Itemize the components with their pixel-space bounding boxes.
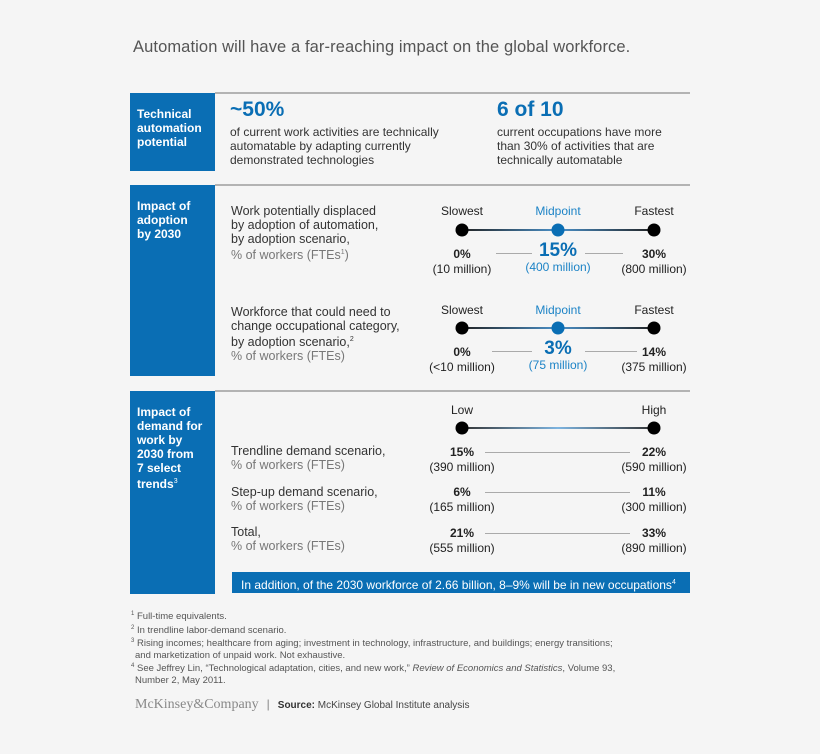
footnote-number: 4 — [131, 663, 135, 670]
dot-slowest — [456, 224, 469, 237]
pct: 15% — [449, 445, 475, 459]
label-line: Trendline demand scenario, — [231, 444, 386, 458]
value-high — [621, 526, 686, 556]
abs: (75 million) — [528, 358, 588, 372]
abs: (10 million) — [432, 262, 492, 276]
demand-track — [462, 427, 654, 429]
unit-text: % of workers (FTEs — [231, 248, 341, 263]
pct: 21% — [449, 526, 475, 540]
footnote-ref: 3 — [173, 478, 178, 485]
pct: 0% — [453, 345, 471, 359]
label-line: Total, — [231, 525, 261, 539]
footnote-continuation: Number 2, May 2011. — [135, 675, 226, 687]
desc-line: current occupations have more — [497, 125, 662, 139]
header-fastest: Fastest — [634, 204, 674, 218]
value-fastest — [621, 247, 686, 277]
side-label-line: Impact of — [137, 405, 191, 419]
footnotes — [131, 609, 691, 687]
section-label-impact-adoption — [130, 185, 215, 376]
footnote-3 — [131, 636, 691, 650]
footnote-ref: 4 — [671, 579, 676, 586]
source-label: Source: — [277, 700, 316, 711]
pct: 14% — [641, 345, 667, 359]
side-label-line — [137, 475, 215, 491]
dot-fastest — [648, 224, 661, 237]
value-connector — [585, 253, 623, 254]
value-high — [621, 445, 686, 475]
section-label-technical-automation — [130, 93, 215, 171]
abs: (390 million) — [429, 460, 495, 474]
dot-midpoint — [552, 224, 565, 237]
side-label-line: work by — [137, 433, 183, 447]
header-midpoint: Midpoint — [535, 204, 581, 218]
occupation-change-label — [231, 305, 400, 363]
stat-six-of-ten: 6 of 10 — [497, 98, 564, 121]
desc-line: of current work activities are technically — [230, 125, 439, 139]
banner-text: In addition, of the 2030 workforce of 2.66 billion, 8–9% will be in new occupations — [241, 578, 672, 592]
side-label-line: by 2030 — [137, 227, 182, 241]
label-line: Step-up demand scenario, — [231, 485, 378, 499]
footnote-number: 2 — [131, 624, 135, 631]
value-slowest — [433, 247, 492, 277]
side-label-line: automation — [137, 121, 202, 135]
desc-line: than 30% of activities that are — [497, 139, 655, 153]
header-fastest: Fastest — [634, 303, 674, 317]
side-label-text: trends — [137, 477, 174, 491]
unit-line: % of workers (FTEs) — [231, 539, 345, 553]
journal-title: Review of Economics and Statistics — [412, 663, 563, 675]
footnote-2 — [131, 623, 691, 637]
desc-line: demonstrated technologies — [230, 153, 375, 167]
label-text: by adoption scenario, — [231, 335, 350, 350]
abs: (555 million) — [429, 541, 495, 555]
abs: (400 million) — [525, 260, 591, 274]
value-fastest — [621, 345, 686, 375]
new-occupations-banner — [232, 572, 690, 593]
side-label-line: potential — [137, 135, 187, 149]
pct: 15% — [538, 240, 578, 261]
separator: | — [266, 697, 270, 711]
pct: 22% — [641, 445, 667, 459]
footnote-continuation: and marketization of unpaid work. Not exhaustive. — [135, 649, 346, 661]
unit-line: % of workers (FTEs) — [231, 349, 345, 364]
value-low — [429, 485, 494, 515]
mckinsey-logo: McKinsey&Company — [135, 697, 259, 712]
abs: (590 million) — [621, 460, 687, 474]
dot-midpoint — [552, 322, 565, 335]
header-midpoint: Midpoint — [535, 303, 581, 317]
footnote-1 — [131, 609, 691, 623]
abs: (800 million) — [621, 262, 687, 276]
unit-line — [231, 246, 378, 262]
pct: 30% — [641, 247, 667, 261]
divider — [215, 390, 690, 392]
label-line: by adoption scenario, — [231, 232, 350, 246]
footer — [135, 697, 470, 713]
abs: (375 million) — [621, 360, 687, 374]
value-midpoint — [525, 241, 590, 275]
value-low — [429, 445, 494, 475]
stat-fifty-percent-desc — [230, 125, 439, 167]
unit-line: % of workers (FTEs) — [231, 458, 345, 472]
abs: (300 million) — [621, 500, 687, 514]
label-line: change occupational category, — [231, 319, 400, 333]
side-label-line: adoption — [137, 213, 188, 227]
footnote-text: Rising incomes; healthcare from aging; investment in technology, infrastructure, and buildings; energy transitions; — [136, 638, 613, 650]
value-high — [621, 485, 686, 515]
divider — [215, 184, 690, 186]
header-high: High — [641, 403, 667, 417]
value-slowest — [429, 345, 495, 375]
dot-high — [648, 422, 661, 435]
value-connector — [485, 492, 630, 493]
section-impact-demand — [130, 390, 690, 594]
value-connector — [492, 351, 532, 352]
footnote-ref: 2 — [349, 336, 354, 343]
abs: (<10 million) — [429, 360, 495, 374]
dot-fastest — [648, 322, 661, 335]
section-impact-adoption — [130, 184, 690, 376]
stepup-label — [231, 485, 378, 513]
footnote-text: In trendline labor-demand scenario. — [136, 624, 287, 636]
section-technical-automation — [130, 92, 690, 172]
label-line: by adoption of automation, — [231, 218, 379, 232]
pct: 0% — [453, 247, 471, 261]
abs: (890 million) — [621, 541, 687, 555]
header-low: Low — [450, 403, 474, 417]
abs: (165 million) — [429, 500, 495, 514]
dot-slowest — [456, 322, 469, 335]
label-line: Work potentially displaced — [231, 204, 376, 218]
value-midpoint — [529, 339, 588, 373]
section-label-impact-demand — [130, 391, 215, 594]
value-low — [429, 526, 494, 556]
total-label — [231, 525, 345, 553]
stat-fifty-percent: ~50% — [230, 98, 285, 121]
page-title: Automation will have a far-reaching impact on the global workforce. — [133, 38, 631, 56]
pct: 6% — [453, 485, 471, 499]
side-label-line: 7 select — [137, 461, 182, 475]
work-displaced-label — [231, 204, 378, 262]
side-label-line: demand for — [137, 419, 203, 433]
pct: 33% — [641, 526, 667, 540]
label-line: Workforce that could need to — [231, 305, 391, 319]
footnote-text: See Jeffrey Lin, “Technological adaptation, cities, and new work,” — [136, 663, 413, 675]
value-connector — [485, 452, 630, 453]
footnote-text: Full-time equivalents. — [136, 611, 227, 623]
source-text: McKinsey Global Institute analysis — [317, 700, 470, 711]
footnote-ref: 1 — [340, 249, 345, 256]
footnote-number: 3 — [131, 638, 135, 645]
unit-line: % of workers (FTEs) — [231, 499, 345, 513]
unit-end: ) — [344, 248, 349, 263]
footnote-number: 1 — [131, 611, 135, 617]
label-line — [231, 333, 400, 349]
side-label-line: 2030 from — [137, 447, 194, 461]
trendline-label — [231, 444, 386, 472]
desc-line: automatable by adapting currently — [230, 139, 411, 153]
dot-low — [456, 422, 469, 435]
footnote-text: , Volume 93, — [562, 663, 616, 675]
footnote-4 — [131, 661, 691, 675]
pct: 3% — [544, 338, 572, 359]
divider — [215, 92, 690, 94]
stat-six-of-ten-desc — [497, 125, 662, 167]
pct: 11% — [642, 485, 666, 499]
side-label-line: Impact of — [137, 199, 191, 213]
header-slowest: Slowest — [440, 204, 484, 218]
side-label-line: Technical — [137, 107, 192, 121]
desc-line: technically automatable — [497, 153, 623, 167]
value-connector — [485, 533, 630, 534]
header-slowest: Slowest — [440, 303, 484, 317]
